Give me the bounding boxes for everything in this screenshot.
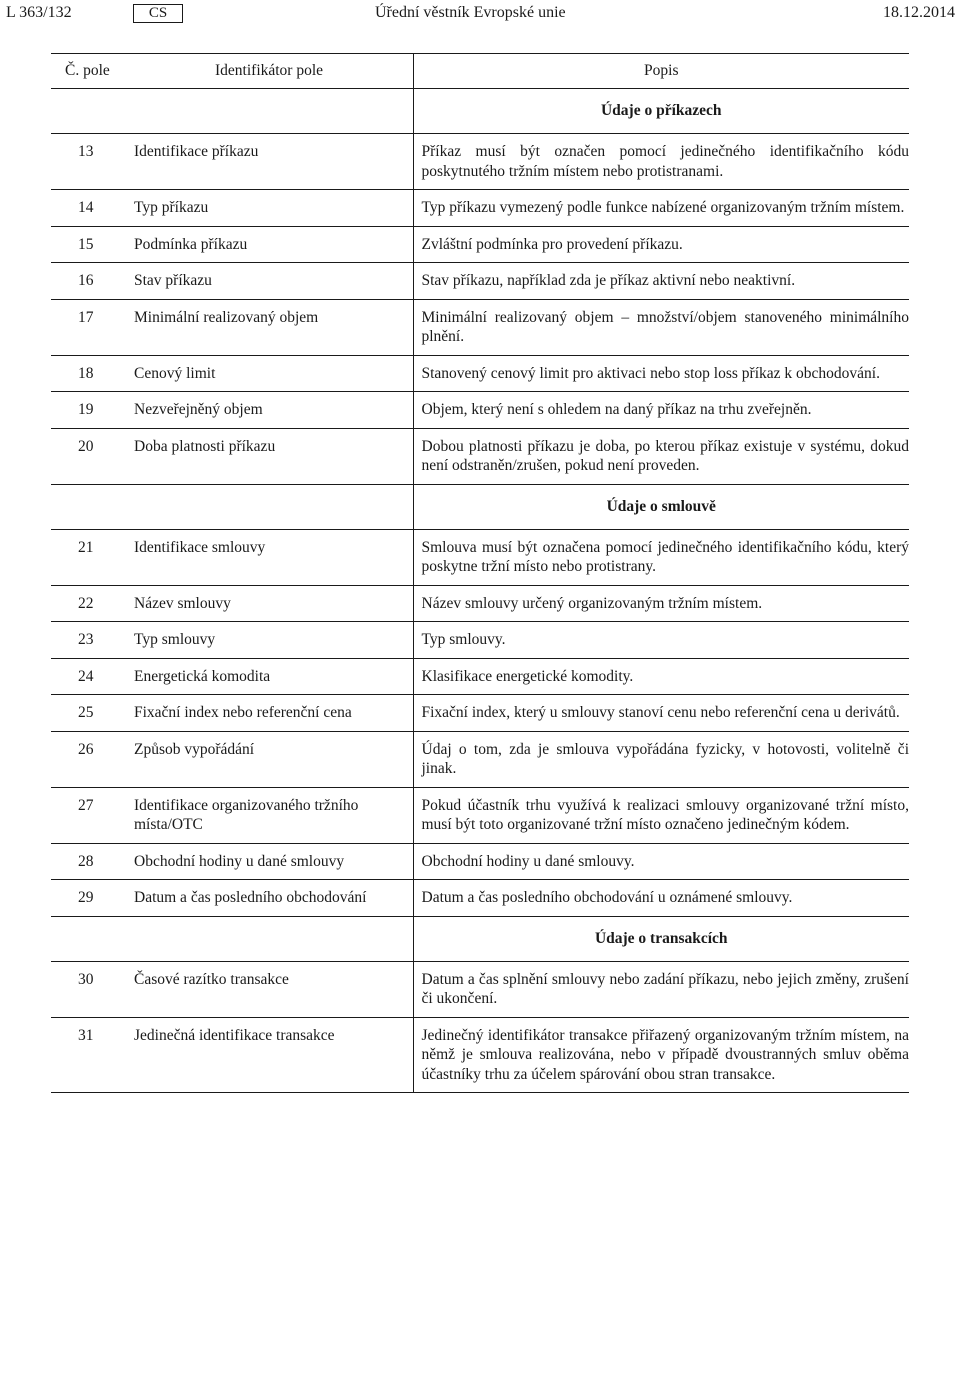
- table-row: [51, 428, 909, 484]
- column-header-description: Popis: [413, 54, 909, 89]
- field-description: Údaj o tom, zda je smlouva vypořádána fyzicky, v hotovosti, volitelně či jinak.: [413, 731, 909, 787]
- field-number: 25: [51, 695, 126, 732]
- field-description: Datum a čas posledního obchodování u oznámené smlouvy.: [413, 880, 909, 917]
- field-number: 18: [51, 355, 126, 392]
- table-row: [51, 134, 909, 190]
- field-description: Název smlouvy určený organizovaným tržním místem.: [413, 585, 909, 622]
- table-header-row: [51, 54, 909, 89]
- table-row: [51, 190, 909, 227]
- field-identifier: Jedinečná identifikace transakce: [126, 1017, 413, 1093]
- section-title: Údaje o příkazech: [413, 89, 909, 134]
- field-description: Typ příkazu vymezený podle funkce nabízené organizovaným tržním místem.: [413, 190, 909, 227]
- publication-date: 18.12.2014: [883, 4, 955, 21]
- field-description: Objem, který není s ohledem na daný příkaz na trhu zveřejněn.: [413, 392, 909, 429]
- field-description: Pokud účastník trhu využívá k realizaci smlouvy organizované tržní místo, musí být toto organizované tržní místo označeno jedinečným kódem.: [413, 787, 909, 843]
- field-description: Dobou platnosti příkazu je doba, po kterou příkaz existuje v systému, dokud není odstraněn/zrušen, pokud není proveden.: [413, 428, 909, 484]
- field-description: Stanovený cenový limit pro aktivaci nebo stop loss příkaz k obchodování.: [413, 355, 909, 392]
- table-row: [51, 731, 909, 787]
- journal-title: Úřední věstník Evropské unie: [375, 4, 566, 21]
- field-description: Smlouva musí být označena pomocí jedinečného identifikačního kódu, který poskytne tržní místo nebo protistrany.: [413, 529, 909, 585]
- field-identifier: Časové razítko transakce: [126, 961, 413, 1017]
- field-identifier: Typ smlouvy: [126, 622, 413, 659]
- field-description: Zvláštní podmínka pro provedení příkazu.: [413, 226, 909, 263]
- field-identifier: Identifikace příkazu: [126, 134, 413, 190]
- field-number: 26: [51, 731, 126, 787]
- field-number: 19: [51, 392, 126, 429]
- field-description: Příkaz musí být označen pomocí jedinečného identifikačního kódu poskytnutého tržním místem nebo protistranami.: [413, 134, 909, 190]
- table-row: [51, 843, 909, 880]
- field-number: 15: [51, 226, 126, 263]
- table-row: [51, 695, 909, 732]
- field-number: 29: [51, 880, 126, 917]
- field-identifier: Nezveřejněný objem: [126, 392, 413, 429]
- table-row: [51, 1017, 909, 1093]
- table-body: [51, 54, 909, 1093]
- field-identifier: Identifikace organizovaného tržního místa/OTC: [126, 787, 413, 843]
- field-identifier: Název smlouvy: [126, 585, 413, 622]
- page-reference: L 363/132: [6, 4, 72, 21]
- field-identifier: Typ příkazu: [126, 190, 413, 227]
- table-row: [51, 585, 909, 622]
- table-row: [51, 263, 909, 300]
- field-identifier: Identifikace smlouvy: [126, 529, 413, 585]
- field-description: Obchodní hodiny u dané smlouvy.: [413, 843, 909, 880]
- field-description: Minimální realizovaný objem – množství/objem stanoveného minimálního plnění.: [413, 299, 909, 355]
- table-row: [51, 880, 909, 917]
- table-row: [51, 622, 909, 659]
- section-header-row: [51, 484, 909, 529]
- field-number: 16: [51, 263, 126, 300]
- field-number: 17: [51, 299, 126, 355]
- field-identifier: Obchodní hodiny u dané smlouvy: [126, 843, 413, 880]
- section-title: Údaje o smlouvě: [413, 484, 909, 529]
- column-header-number: Č. pole: [51, 54, 126, 89]
- field-number: 13: [51, 134, 126, 190]
- field-description: Typ smlouvy.: [413, 622, 909, 659]
- section-header-row: [51, 89, 909, 134]
- field-number: 28: [51, 843, 126, 880]
- field-identifier: Stav příkazu: [126, 263, 413, 300]
- table-row: [51, 392, 909, 429]
- field-description: Klasifikace energetické komodity.: [413, 658, 909, 695]
- column-header-identifier: Identifikátor pole: [126, 54, 413, 89]
- section-header-row: [51, 916, 909, 961]
- field-number: 14: [51, 190, 126, 227]
- field-identifier: Doba platnosti příkazu: [126, 428, 413, 484]
- field-description: Fixační index, který u smlouvy stanoví cenu nebo referenční cena u derivátů.: [413, 695, 909, 732]
- table-row: [51, 529, 909, 585]
- section-title: Údaje o transakcích: [413, 916, 909, 961]
- field-number: 24: [51, 658, 126, 695]
- table-row: [51, 355, 909, 392]
- field-identifier: Minimální realizovaný objem: [126, 299, 413, 355]
- field-identifier: Cenový limit: [126, 355, 413, 392]
- data-fields-table: [51, 53, 909, 1093]
- field-number: 20: [51, 428, 126, 484]
- field-identifier: Způsob vypořádání: [126, 731, 413, 787]
- section-header-empty-cell: [51, 484, 413, 529]
- field-description: Jedinečný identifikátor transakce přiřazený organizovaným tržním místem, na němž je smlouva realizována, nebo v případě dvoustranných smluv oběma účastníky trhu za účelem spárování obou stran transakce.: [413, 1017, 909, 1093]
- field-identifier: Datum a čas posledního obchodování: [126, 880, 413, 917]
- table-row: [51, 299, 909, 355]
- field-identifier: Fixační index nebo referenční cena: [126, 695, 413, 732]
- table-row: [51, 658, 909, 695]
- field-identifier: Energetická komodita: [126, 658, 413, 695]
- section-header-empty-cell: [51, 89, 413, 134]
- language-code-box: CS: [133, 4, 183, 23]
- field-number: 31: [51, 1017, 126, 1093]
- field-number: 23: [51, 622, 126, 659]
- field-description: Datum a čas splnění smlouvy nebo zadání příkazu, nebo jejich změny, zrušení či ukončení.: [413, 961, 909, 1017]
- field-description: Stav příkazu, například zda je příkaz aktivní nebo neaktivní.: [413, 263, 909, 300]
- section-header-empty-cell: [51, 916, 413, 961]
- field-number: 27: [51, 787, 126, 843]
- table-row: [51, 787, 909, 843]
- table-row: [51, 961, 909, 1017]
- field-number: 22: [51, 585, 126, 622]
- table-row: [51, 226, 909, 263]
- page-header: [0, 0, 960, 30]
- field-number: 21: [51, 529, 126, 585]
- field-identifier: Podmínka příkazu: [126, 226, 413, 263]
- field-number: 30: [51, 961, 126, 1017]
